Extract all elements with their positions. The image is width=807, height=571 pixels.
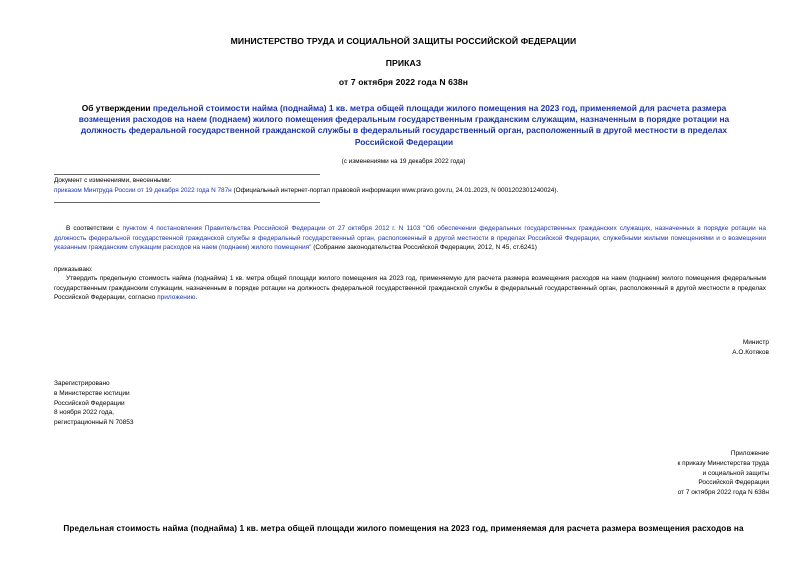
- preamble-paragraph: [54, 224, 766, 253]
- amendment-note: (с изменениями на 19 декабря 2022 года): [341, 158, 466, 165]
- title-prefix: Об утверждении: [81, 103, 153, 113]
- order-text: Утвердить предельную стоимость найма (поднайма) 1 кв. метра общей площади жилого помещения на 2023 год, применяемую для расчета размера возмещения расходов на наем (поднаем) жилого помещения федеральным государственным гражданским служащим, назначенным в порядке ротации на должность федеральной государственной гражданской службы в федеральный государственный орган, расположенный в другой местности в пределах Российской Федерации, согласно: [54, 275, 766, 302]
- registration-line: Зарегистрировано: [54, 380, 110, 387]
- preamble-link[interactable]: пунктом 4 постановления Правительства Российской Федерации от 27 октября 2012 г. N 1103 "Об обеспечении федеральных государственных гражданских служащих, назначенных в порядке ротации на должность федеральной государственной гражданской службы в федеральный государственный орган, расположенный в другой местности в пределах Российской Федерации, служебными жилыми помещениями и о возмещении указанным гражданским служащим расходов на наем (поднаем) жилого помещения": [54, 225, 767, 252]
- appendix-line: и социальной защиты: [702, 469, 769, 477]
- title-link[interactable]: предельной стоимости найма (поднайма) 1 кв. метра общей площади жилого помещения на 2023 год, применяемой для расчета размера возмещения расходов на наем (поднаем) жилого помещения федеральным государственным гражданским служащим, назначенным в порядке ротации на должность федеральной государственной гражданской службы в федеральный государственный орган, расположенный в другой местности в пределах Российской Федерации: [78, 103, 730, 147]
- registration-line: в Министерстве юстиции: [54, 389, 130, 397]
- registration-block: [54, 379, 134, 428]
- ministry-heading: МИНИСТЕРСТВО ТРУДА И СОЦИАЛЬНОЙ ЗАЩИТЫ РОССИЙСКОЙ ФЕДЕРАЦИИ: [230, 36, 577, 46]
- changes-label: Документ с изменениями, внесенными:: [54, 177, 172, 184]
- preamble-part2: (Собрание законодательства Российской Федерации, 2012, N 45, ст.6241): [311, 244, 537, 252]
- changes-source: (Официальный интернет-портал правовой информации www.pravo.gov.ru, 24.01.2023, N 0001202301240024).: [231, 187, 559, 194]
- changes-link[interactable]: приказом Минтруда России от 19 декабря 2022 года N 787н: [54, 187, 232, 194]
- document-type: ПРИКАЗ: [385, 58, 422, 68]
- signature-name: А.О.Котяков: [732, 348, 769, 356]
- preamble-part1: В соответствии с: [66, 225, 123, 232]
- registration-line: регистрационный N 70853: [54, 419, 134, 427]
- registration-line: Российской Федерации: [54, 399, 125, 407]
- appendix-line: к приказу Министерства труда: [677, 459, 769, 467]
- signature-block: [732, 338, 769, 358]
- order-end: .: [195, 294, 198, 302]
- document-date: от 7 октября 2022 года N 638н: [338, 77, 469, 87]
- divider-bottom: [54, 202, 320, 203]
- registration-line: 8 ноября 2022 года,: [54, 409, 114, 417]
- document-title: [56, 103, 752, 148]
- order-paragraph: [54, 274, 766, 303]
- order-word: приказываю:: [54, 266, 93, 273]
- appendix-title: Предельная стоимость найма (поднайма) 1 кв. метра общей площади жилого помещения на 2023 год, применяемая для расчета размера возмещения расходов на: [63, 524, 744, 533]
- appendix-block: [677, 449, 769, 498]
- appendix-link[interactable]: приложению: [157, 294, 196, 302]
- appendix-line: от 7 октября 2022 года N 638н: [677, 489, 769, 497]
- appendix-line: Приложение: [730, 450, 769, 457]
- appendix-line: Российской Федерации: [698, 479, 769, 487]
- divider-top: [54, 174, 320, 175]
- signature-position: Министр: [742, 339, 769, 346]
- changes-entry: [54, 186, 754, 196]
